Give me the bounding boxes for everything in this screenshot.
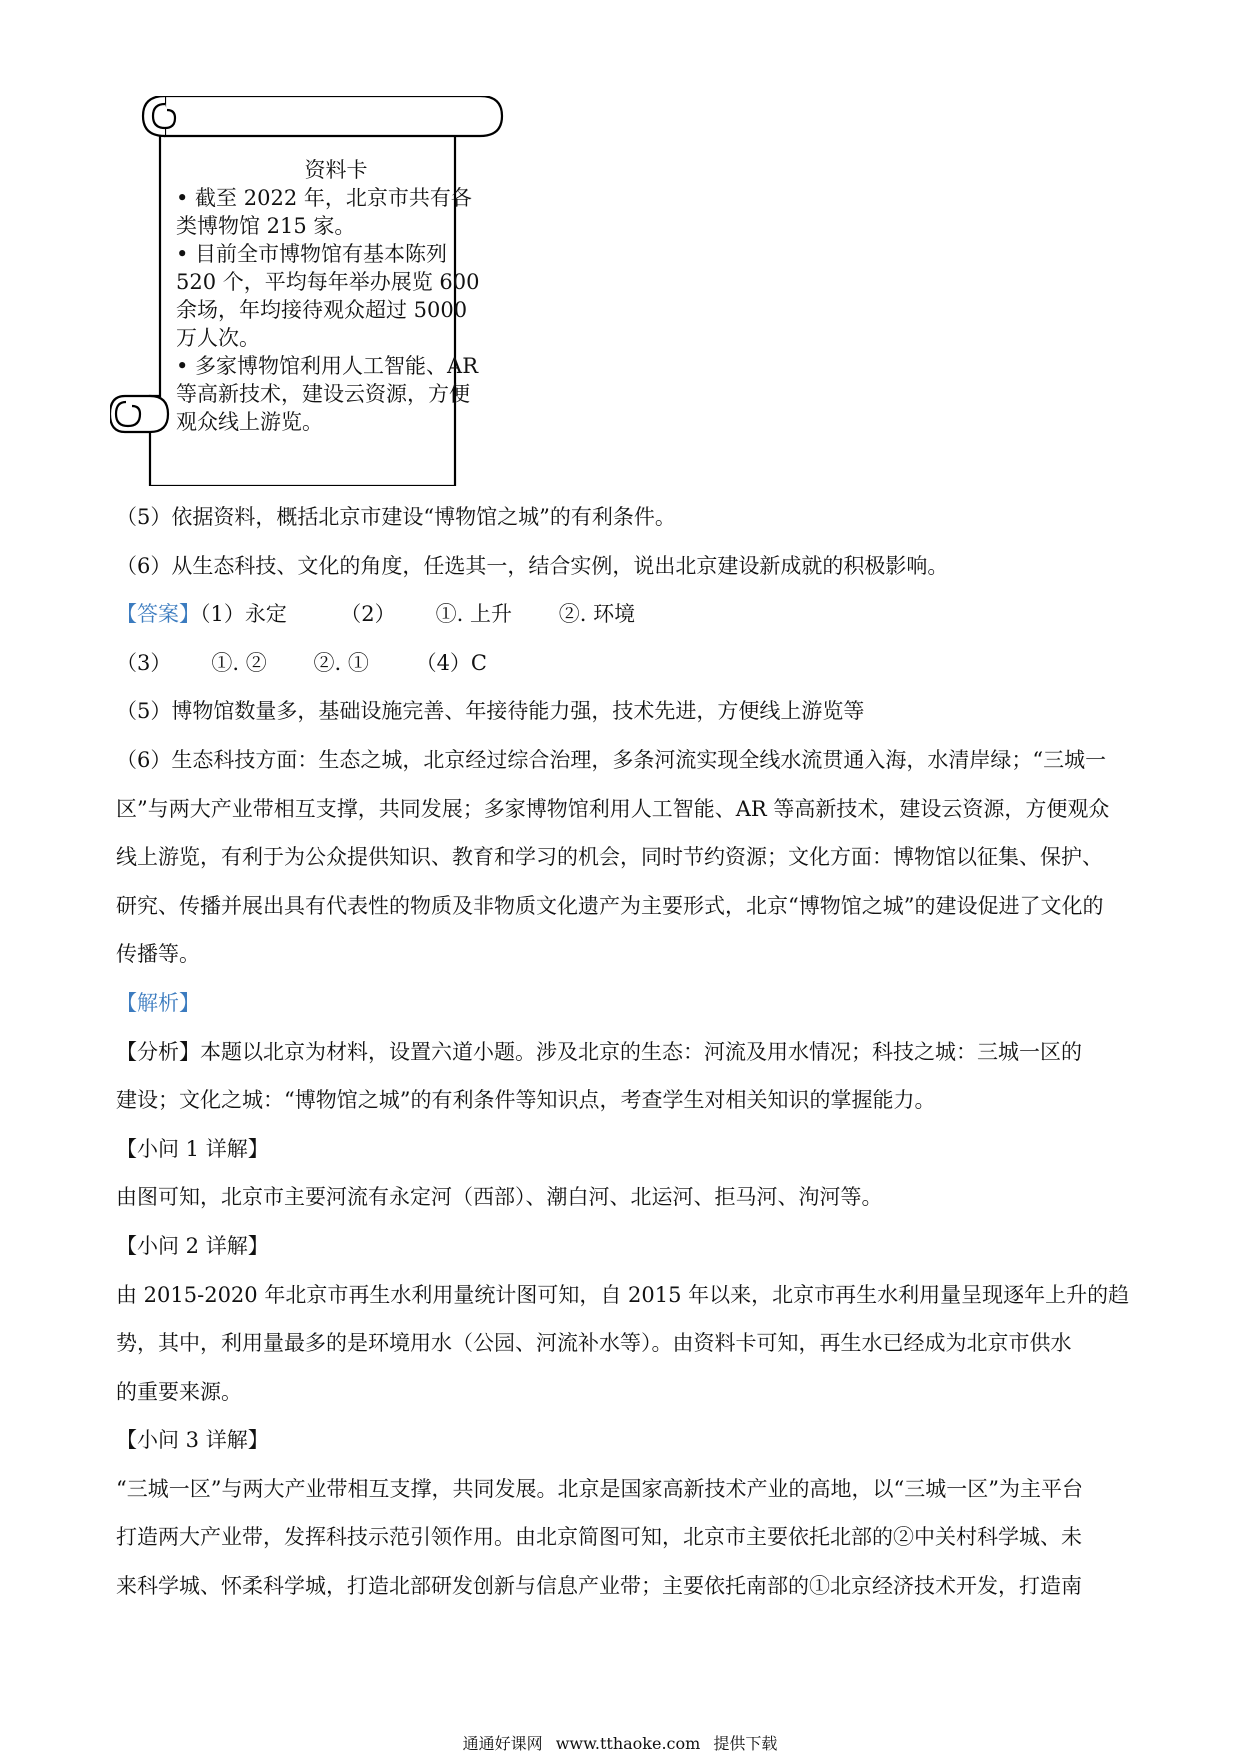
q2-body-line: 的重要来源。 bbox=[116, 1379, 242, 1404]
info-card-line: 520 个，平均每年举办展览 600 bbox=[176, 270, 480, 294]
answer-line-2: （3） ①. ② ②. ① （4）C bbox=[116, 650, 487, 675]
answer-line-1 bbox=[116, 590, 1136, 639]
analysis-line: 【分析】本题以北京为材料，设置六道小题。涉及北京的生态：河流及用水情况；科技之城：三城一区的 bbox=[116, 1039, 1082, 1064]
answer-6-line: 线上游览，有利于为公众提供知识、教育和学习的机会，同时节约资源；文化方面：博物馆以征集、保护、 bbox=[116, 845, 1103, 870]
q3-body-line: 来科学城、怀柔科学城，打造北部研发创新与信息产业带；主要依托南部的①北京经济技术开发，打造南 bbox=[116, 1574, 1082, 1599]
footer-note: 提供下载 bbox=[713, 1734, 778, 1753]
q3-heading: 【小问 3 详解】 bbox=[116, 1428, 269, 1453]
info-card-line: • 截至 2022 年，北京市共有各 bbox=[176, 186, 472, 210]
answer-tag: 【答案】 bbox=[116, 602, 200, 627]
info-card-line: 等高新技术，建设云资源，方便 bbox=[176, 382, 470, 406]
question-6: （6）从生态科技、文化的角度，任选其一，结合实例，说出北京建设新成就的积极影响。 bbox=[116, 553, 949, 578]
answer-line-3: （5）博物馆数量多，基础设施完善、年接待能力强，技术先进，方便线上游览等 bbox=[116, 699, 865, 724]
document-body bbox=[116, 493, 1136, 1611]
q1-heading: 【小问 1 详解】 bbox=[116, 1136, 269, 1161]
q2-body-line: 势，其中，利用量最多的是环境用水（公园、河流补水等）。由资料卡可知，再生水已经成为北京市供水 bbox=[116, 1331, 1072, 1356]
answer-6-line: 研究、传播并展出具有代表性的物质及非物质文化遗产为主要形式，北京“博物馆之城”的建设促进了文化的 bbox=[116, 893, 1104, 918]
q1-body: 由图可知，北京市主要河流有永定河（西部）、潮白河、北运河、拒马河、泃河等。 bbox=[116, 1185, 883, 1210]
answer-6-line: （6）生态科技方面：生态之城，北京经过综合治理，多条河流实现全线水流贯通入海，水清岸绿；“三城一 bbox=[116, 747, 1107, 772]
footer-site-name: 通通好课网 bbox=[462, 1734, 543, 1753]
q2-body-line: 由 2015-2020 年北京市再生水利用量统计图可知，自 2015 年以来，北京市再生水利用量呈现逐年上升的趋 bbox=[116, 1282, 1130, 1307]
info-card-line: • 目前全市博物馆有基本陈列 bbox=[176, 242, 448, 266]
answer-6-line: 传播等。 bbox=[116, 942, 200, 967]
page-footer bbox=[0, 1731, 1240, 1754]
q3-body-line: 打造两大产业带，发挥科技示范引领作用。由北京简图可知，北京市主要依托北部的②中关村科学城、未 bbox=[116, 1525, 1082, 1550]
info-card-line: • 多家博物馆利用人工智能、AR bbox=[176, 354, 479, 378]
info-card-line: 观众线上游览。 bbox=[176, 410, 323, 434]
info-card-line: 余场，年均接待观众超过 5000 bbox=[176, 298, 468, 322]
analysis-tag: 【解析】 bbox=[116, 990, 200, 1015]
answer-text: （1）永定 （2） ①. 上升 ②. 环境 bbox=[200, 602, 636, 627]
info-card-title: 资料卡 bbox=[304, 158, 368, 182]
analysis-line: 建设；文化之城：“博物馆之城”的有利条件等知识点，考查学生对相关知识的掌握能力。 bbox=[116, 1088, 936, 1113]
q3-body-line: “三城一区”与两大产业带相互支撑，共同发展。北京是国家高新技术产业的高地，以“三城一区”为主平台 bbox=[116, 1476, 1083, 1501]
q2-heading: 【小问 2 详解】 bbox=[116, 1233, 269, 1258]
answer-6-line: 区”与两大产业带相互支撑，共同发展；多家博物馆利用人工智能、AR 等高新技术，建设云资源，方便观众 bbox=[116, 796, 1110, 821]
info-card-line: 类博物馆 215 家。 bbox=[176, 214, 356, 238]
info-card-text bbox=[176, 156, 496, 436]
question-5: （5）依据资料，概括北京市建设“博物馆之城”的有利条件。 bbox=[116, 505, 676, 529]
footer-url-link[interactable]: www.tthaoke.com bbox=[555, 1734, 701, 1753]
info-card-line: 万人次。 bbox=[176, 326, 260, 350]
info-card-scroll bbox=[110, 96, 560, 486]
